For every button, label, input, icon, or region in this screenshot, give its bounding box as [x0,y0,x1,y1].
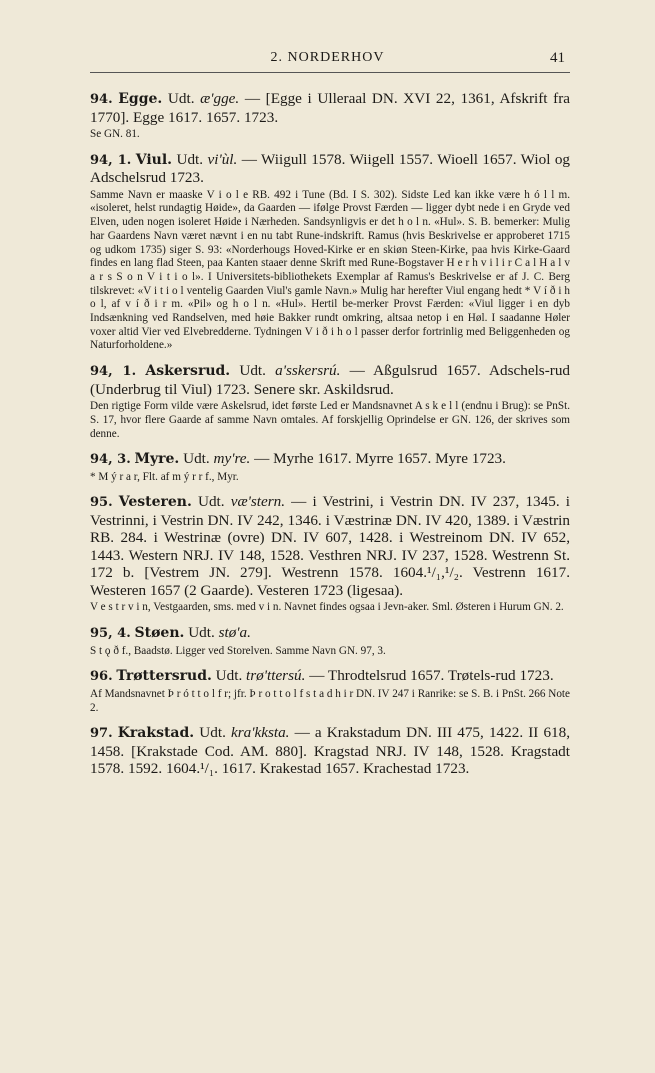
pronunciation: a'sskersrú. [275,362,341,380]
entry-number: 94, 3. [90,452,131,468]
pronunciation: væ'stern. [230,493,285,511]
entry-body: — a Krakstadum DN. III 475, 1422. II 618, 1458. [Krakstade Cod. AM. 880]. Kragstad NRJ. IV 148, 1528. Kragstadt 1578. 1592. 1604.¹/₁. 1617. Krakestad 1657. Krachestad 1723. [90,724,571,778]
udt-label: Udt. [183,450,210,468]
entry-note: Se GN. 81. [90,128,140,140]
udt-label: Udt. [239,362,266,380]
entry-body: — Aßgulsrud 1657. Adschels-rud (Underbrug til Viul) 1723. Senere skr. Askildsrud. [90,362,571,398]
entry-main [90,624,570,643]
entry-body: — Throdtelsrud 1657. Trøtels-rud 1723. [309,667,554,685]
entry-name: Askersrud. [145,363,231,380]
entry-name: Viul. [135,151,173,168]
entry [90,362,570,441]
entry-note: V e s t r v i n, Vestgaarden, sms. med v i n. Navnet findes ogsaa i Jevn-aker. Sml. Østeren i Hurum GN. 2. [90,601,564,614]
pronunciation: trø'ttersú. [246,667,306,685]
entry-body: — Wiigull 1578. Wiigell 1557. Wioell 1657. Wiol og Adschelsrud 1723. [90,150,571,187]
entry-name: Vesteren. [118,494,192,511]
entry-main [90,362,570,398]
entry-main [90,450,570,469]
running-title: 2. NORDERHOV [270,50,385,65]
entry-body: — i Vestrini, i Vestrin DN. IV 237, 1345. i Vestrinni, i Vestrin DN. IV 242, 1346. i Væstrinæ DN. IV 420, 1389. i Væstrin RB. 284. i Westrinæ (ovre) DN. IV 607, 1428. i Westreinom DN. IV 652, 1443. Western NRJ. IV 148, 1528. Vesthren NRJ. IV 237, 1528. Westrenn St. 172 b. [Vestrem JN. 279]. Westrenn 1578. 1604.¹/₁,¹/₂. Vestrenn 1617. Westeren 1657 (2 Gaarde). Vesteren 1723 (ligesaa). [90,493,570,599]
entry-number: 97. [90,726,113,742]
entry [90,667,570,715]
entry-number: 96. [90,669,113,685]
page-header [0,50,655,70]
entry-number: 94, 1. [90,364,137,380]
entry [90,90,570,142]
udt-label: Udt. [197,493,225,511]
pronunciation: kra'kksta. [230,724,290,742]
pronunciation: æ'gge. [200,90,240,107]
pronunciation: my're. [213,450,251,468]
entry-note: Af Mandsnavnet Þ r ó t t o l f r; jfr. Þ r o t t o l f s t a d h i r DN. IV 247 i Ranrike: se S. B. i PnSt. 266 Note 2. [90,687,570,714]
udt-label: Udt. [188,624,215,642]
entry-main [90,724,570,778]
entry [90,493,570,615]
entry [90,151,570,353]
entry-note: Den rigtige Form vilde være Askelsrud, idet første Led er Mandsnavnet A s k e l l (endnu i Brug): se PnSt. S. 17, hvor flere Gaarde af samme Navn omtales. Af forskjellig Oprindelse er GN. 126, der skrives som denne. [90,400,570,440]
page-number: 41 [550,50,565,66]
header-rule [90,72,570,73]
entry-body: — Myrhe 1617. Myrre 1657. Myre 1723. [254,450,506,468]
entry-note: Samme Navn er maaske V i o l e RB. 492 i Tune (Bd. I S. 302). Sidste Led kan ikke være h ó l l m. «isoleret, helst rundagtig Høide», da Gaarden — ifølge Provst Færden — ligger dybt nede i en Gryde ved Elven, uden nogen isoleret Høide i Nærheden. Sandsynligvis er det h o l n. «Hul». S. B. bemerker: Mulig har Gaardens Navn været nævnt i en nu tabt Rune-indskrift. Ramus (hvis Beskrivelse er approberet 1715 og udkom 1735) siger S. 93: «Norderhougs Hoved-Kirke er en skiøn Steen-Kirke, paa hvis Kirke-Gaard findes en lang flad Steen, paa Kanten staaer denne Skrift med Rune-Bogstaver H e r h v i l i r C a l H a l v a r s S o n V i t i o l». I Universitets-bibliothekets Exemplar af Ramus's Beskrivelse er af J. C. Berg tilskrevet: «V i t i o l ventelig Gaarden Viul's gamle Navn.» Mulig har herefter Viul engang hedt * V í ð i h o l, af v í ð i r m. «Pil» og h o l n. «Hul». Hertil be-merker Provst Færden: «Viul ligger i en dyb Indsænkning ved Randselven, med høie Bakker rundt omkring, altsaa netop i en Høl. I saadanne Høler voxer altid Vier ved Elvebredderne. Tydningen V i ð i h o l passer derfor fortrinlig med Beliggenheden og Naturforholdene.» [90,188,570,352]
entry-number: 94, 1. [90,152,132,168]
entry-note: S t ǫ ð f., Baadstø. Ligger ved Storelven. Samme Navn GN. 97, 3. [90,644,386,657]
entry-name: Krakstad. [117,725,195,742]
udt-label: Udt. [215,667,243,685]
pronunciation: vi'ùl. [207,150,238,168]
entry-name: Trøttersrud. [116,668,212,685]
entry-name: Myre. [134,451,180,468]
entry-main [90,493,570,599]
entry-main [90,90,570,126]
entry [90,624,570,658]
udt-label: Udt. [167,90,195,107]
entry-note: * M ý r a r, Flt. af m ý r r f., Myr. [90,470,239,483]
pronunciation: stø'a. [218,624,251,642]
entry [90,724,570,778]
udt-label: Udt. [176,150,204,168]
entry-body: — [Egge i Ulleraal DN. XVI 22, 1361, Afskrift fra 1770]. Egge 1617. 1657. 1723. [90,90,571,126]
entry-main [90,667,570,686]
entry-number: 95, 4. [90,626,131,642]
entry-number: 94. [90,92,113,107]
entry-name: Støen. [134,625,185,642]
entry-number: 95. [90,495,113,511]
entry-name: Egge. [118,91,163,107]
udt-label: Udt. [199,724,226,742]
entry [90,450,570,484]
entry-main [90,151,570,187]
entries-list [90,90,570,787]
